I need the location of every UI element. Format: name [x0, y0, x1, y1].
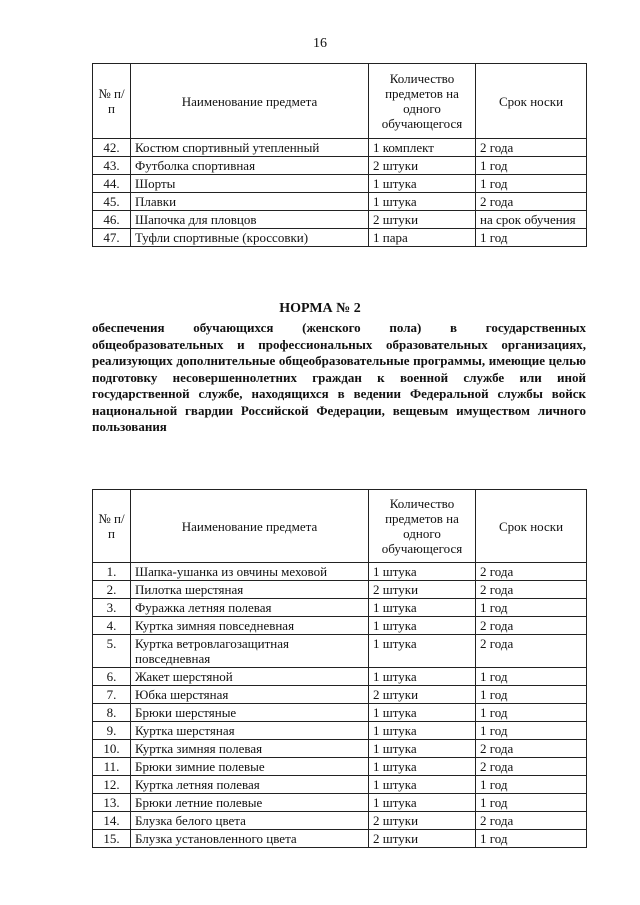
table-row	[93, 211, 587, 229]
item-term: 1 год	[476, 229, 587, 247]
row-number: 10.	[93, 740, 131, 758]
item-name: Пилотка шерстяная	[131, 581, 369, 599]
item-name: Плавки	[131, 193, 369, 211]
item-quantity: 2 штуки	[369, 812, 476, 830]
item-term: 1 год	[476, 704, 587, 722]
item-quantity: 1 штука	[369, 668, 476, 686]
item-term: 1 год	[476, 668, 587, 686]
row-number: 1.	[93, 563, 131, 581]
item-term: 2 года	[476, 617, 587, 635]
table-row	[93, 668, 587, 686]
item-term: 2 года	[476, 635, 587, 668]
item-name: Туфли спортивные (кроссовки)	[131, 229, 369, 247]
item-name: Шапка-ушанка из овчины меховой	[131, 563, 369, 581]
table-header-row	[93, 490, 587, 563]
item-name: Куртка летняя полевая	[131, 776, 369, 794]
item-name: Куртка ветровлагозащитная повседневная	[131, 635, 369, 668]
item-term: 2 года	[476, 740, 587, 758]
table-row	[93, 139, 587, 157]
item-name: Куртка зимняя полевая	[131, 740, 369, 758]
header-qty: Количество предметов на одного обучающегося	[369, 64, 476, 139]
header-term: Срок носки	[476, 490, 587, 563]
row-number: 47.	[93, 229, 131, 247]
item-name: Жакет шерстяной	[131, 668, 369, 686]
item-term: 1 год	[476, 175, 587, 193]
item-name: Куртка шерстяная	[131, 722, 369, 740]
item-term: 2 года	[476, 193, 587, 211]
item-quantity: 1 пара	[369, 229, 476, 247]
item-term: 1 год	[476, 686, 587, 704]
item-term: 1 год	[476, 776, 587, 794]
item-term: 2 года	[476, 581, 587, 599]
item-term: 2 года	[476, 812, 587, 830]
table-row	[93, 812, 587, 830]
item-name: Фуражка летняя полевая	[131, 599, 369, 617]
row-number: 46.	[93, 211, 131, 229]
item-term: 1 год	[476, 794, 587, 812]
row-number: 12.	[93, 776, 131, 794]
row-number: 6.	[93, 668, 131, 686]
row-number: 42.	[93, 139, 131, 157]
row-number: 9.	[93, 722, 131, 740]
item-quantity: 1 штука	[369, 175, 476, 193]
table-row	[93, 758, 587, 776]
norm-1-table	[92, 63, 587, 247]
table-row	[93, 686, 587, 704]
item-term: 1 год	[476, 599, 587, 617]
table-row	[93, 794, 587, 812]
item-name: Костюм спортивный утепленный	[131, 139, 369, 157]
item-quantity: 1 штука	[369, 758, 476, 776]
item-quantity: 2 штуки	[369, 686, 476, 704]
table-row	[93, 776, 587, 794]
item-quantity: 1 штука	[369, 740, 476, 758]
header-num: № п/п	[93, 490, 131, 563]
item-quantity: 2 штуки	[369, 830, 476, 848]
item-name: Шапочка для пловцов	[131, 211, 369, 229]
table-row	[93, 830, 587, 848]
row-number: 3.	[93, 599, 131, 617]
header-name: Наименование предмета	[131, 64, 369, 139]
row-number: 45.	[93, 193, 131, 211]
item-quantity: 1 штука	[369, 599, 476, 617]
item-term: 1 год	[476, 157, 587, 175]
row-number: 8.	[93, 704, 131, 722]
table-row	[93, 740, 587, 758]
table-row	[93, 617, 587, 635]
item-name: Блузка установленного цвета	[131, 830, 369, 848]
item-quantity: 1 штука	[369, 635, 476, 668]
item-name: Блузка белого цвета	[131, 812, 369, 830]
row-number: 4.	[93, 617, 131, 635]
item-quantity: 1 штука	[369, 193, 476, 211]
item-name: Брюки зимние полевые	[131, 758, 369, 776]
row-number: 13.	[93, 794, 131, 812]
item-term: 2 года	[476, 139, 587, 157]
table-row	[93, 563, 587, 581]
header-num: № п/п	[93, 64, 131, 139]
item-quantity: 1 штука	[369, 722, 476, 740]
item-term: 2 года	[476, 563, 587, 581]
item-quantity: 1 штука	[369, 617, 476, 635]
row-number: 7.	[93, 686, 131, 704]
row-number: 14.	[93, 812, 131, 830]
table-row	[93, 581, 587, 599]
norm-title: НОРМА № 2	[279, 301, 361, 316]
item-quantity: 1 штука	[369, 794, 476, 812]
item-name: Юбка шерстяная	[131, 686, 369, 704]
item-name: Шорты	[131, 175, 369, 193]
page-number: 16	[313, 36, 327, 51]
table-row	[93, 157, 587, 175]
item-term: на срок обучения	[476, 211, 587, 229]
item-quantity: 1 штука	[369, 776, 476, 794]
item-quantity: 2 штуки	[369, 211, 476, 229]
row-number: 15.	[93, 830, 131, 848]
item-name: Футболка спортивная	[131, 157, 369, 175]
item-quantity: 1 штука	[369, 704, 476, 722]
item-term: 1 год	[476, 830, 587, 848]
header-term: Срок носки	[476, 64, 587, 139]
item-term: 1 год	[476, 722, 587, 740]
item-name: Брюки летние полевые	[131, 794, 369, 812]
header-qty: Количество предметов на одного обучающегося	[369, 490, 476, 563]
norm-description: обеспечения обучающихся (женского пола) в государственных общеобразовательных и профессиональных образовательных организациях, реализующих дополнительные общеобразовательные программы, имеющие целью подготовку несовершеннолетних граждан к военной службе или иной государственной службе, находящихся в ведении Федеральной службы войск национальной гвардии Российской Федерации, вещевым имуществом личного пользования	[92, 320, 586, 434]
item-name: Куртка зимняя повседневная	[131, 617, 369, 635]
row-number: 5.	[93, 635, 131, 668]
item-quantity: 1 комплект	[369, 139, 476, 157]
table-row	[93, 704, 587, 722]
row-number: 11.	[93, 758, 131, 776]
table-row	[93, 193, 587, 211]
item-quantity: 2 штуки	[369, 157, 476, 175]
item-quantity: 2 штуки	[369, 581, 476, 599]
table-header-row	[93, 64, 587, 139]
table-row	[93, 229, 587, 247]
row-number: 2.	[93, 581, 131, 599]
table-row	[93, 599, 587, 617]
table-row	[93, 722, 587, 740]
item-quantity: 1 штука	[369, 563, 476, 581]
row-number: 44.	[93, 175, 131, 193]
item-name: Брюки шерстяные	[131, 704, 369, 722]
row-number: 43.	[93, 157, 131, 175]
header-name: Наименование предмета	[131, 490, 369, 563]
item-term: 2 года	[476, 758, 587, 776]
norm-2-table	[92, 489, 587, 848]
table-row	[93, 635, 587, 668]
table-row	[93, 175, 587, 193]
